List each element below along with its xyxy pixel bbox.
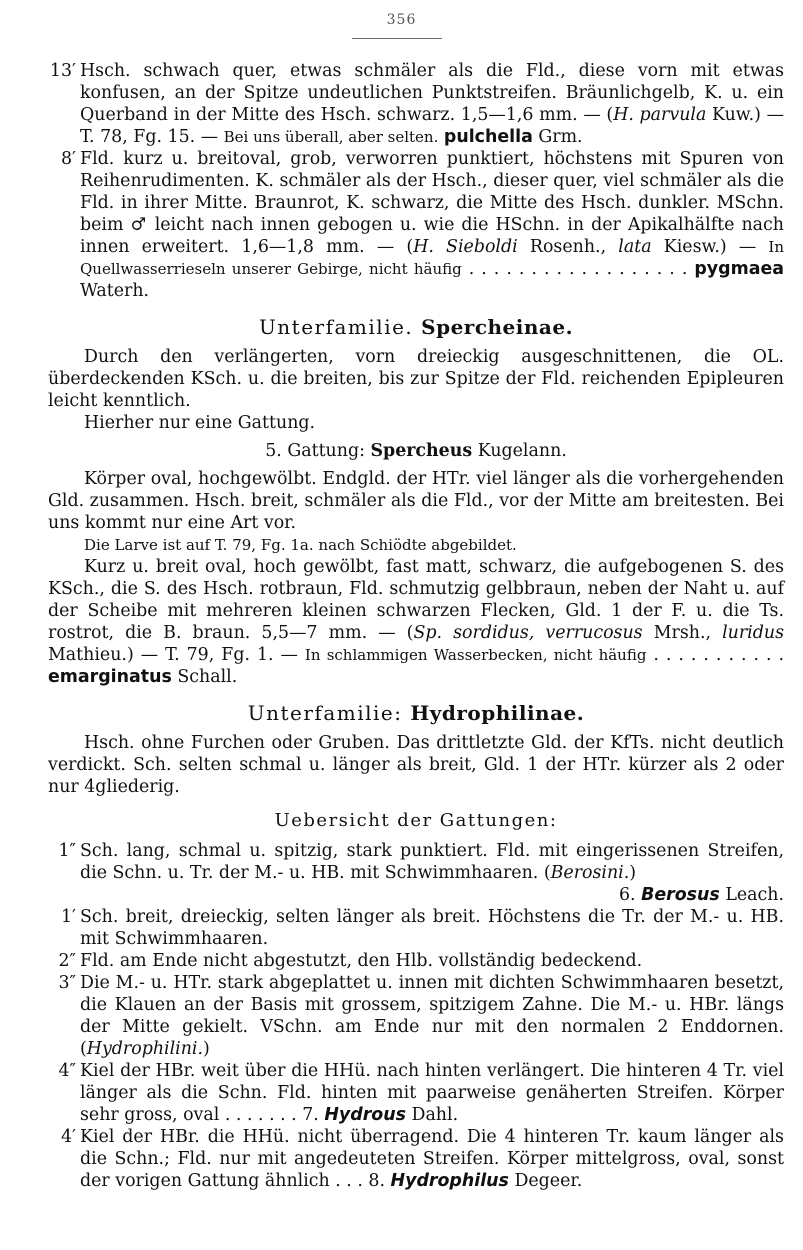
leader-dots: . . . <box>329 1171 369 1191</box>
leader-dots: . . . . . . . <box>219 1105 303 1125</box>
couplet-number: 8′ <box>60 149 76 169</box>
couplet-number: 1′ <box>60 907 76 927</box>
genus-author: Kugelann. <box>477 441 567 461</box>
heading-prefix: Unterfamilie: <box>247 701 403 725</box>
key-entry-1pp <box>48 840 784 906</box>
entry-text: Sch. breit, dreieckig, selten länger als breit. Höchstens die Tr. der M.- u. HB. mit Schwimmhaaren. <box>80 907 784 949</box>
species-name: emarginatus <box>48 667 172 687</box>
genus-description: Körper oval, hochgewölbt. Endgld. der HTr. viel länger als die vorhergehenden Gld. zusammen. Hsch. breit, schmäler als die Fld., vor der Mitte am breitesten. Bei uns kommt nur eine Art vor. <box>48 469 784 533</box>
entry-text: Fld. kurz u. breitoval, grob, verworren punktiert, höchstens mit Spuren von Reihenrudimenten. K. schmäler als der Hsch., dieser quer, viel schmäler als die Fld. in ihrer Mitte. Braunrot, K. schwarz, die Mitte des Hsch. dunkler. MSchn. beim ♂ leicht nach innen gebogen u. wie die HSchn. in der Apikalhälfte nach innen erweitert. 1,6—1,8 mm. — ( <box>80 149 784 257</box>
synonym: H. Sieboldi <box>413 237 518 257</box>
header-rule <box>352 38 442 39</box>
key-entry-3pp <box>48 972 784 1060</box>
couplet-number: 1″ <box>58 841 76 861</box>
species-name: pulchella <box>443 127 533 147</box>
synonym: H. parvula <box>613 105 707 125</box>
subfamily-heading-hydrophilinae <box>48 702 784 724</box>
entry-text: Sch. lang, schmal u. spitzig, stark punktiert. Fld. mit eingerissenen Streifen, die Schn. u. Tr. der M.- u. HB. mit Schwimmhaaren. ( <box>80 841 784 883</box>
leader-dots: . . . . . . . . . . . <box>646 645 784 665</box>
desc-text-2: Mrsh., <box>642 623 723 643</box>
entry-text-3: Kiesw.) — <box>651 237 769 257</box>
habitat-note: In Quellwasserrieseln unserer Gebirge, nicht häufig <box>80 238 784 278</box>
key-entry-2pp <box>48 950 784 972</box>
heading-prefix: Unterfamilie. <box>258 315 414 339</box>
leader-dots: . . . . . . . . . . . . . . . . . . <box>461 259 695 279</box>
genus-prefix: 5. Gattung: <box>265 441 365 461</box>
entry-text: Kiel der HBr. die HHü. nicht überragend. Die 4 hinteren Tr. kaum länger als die Schn.; Fld. nur mit angedeuteten Streifen. Körper mittelgross, oval, sonst der vorigen Gattung ähnlich <box>80 1127 784 1191</box>
synonym-2: lata <box>618 237 652 257</box>
tribe-name: Berosini. <box>550 863 630 883</box>
genus-name: Hydrous <box>324 1105 406 1125</box>
subfamily-note: Hierher nur eine Gattung. <box>84 413 316 433</box>
desc-text: Kurz u. breit oval, hoch gewölbt, fast matt, schwarz, die aufgebogenen S. des KSch., die S. des Hsch. rotbraun, Fld. schmutzig gelbbraun, neben der Naht u. auf der Scheibe mit mehreren kleinen schwarzen Flecken, Gld. 1 der F. u. die Ts. rostrot, die B. braun. 5,5—7 mm. — ( <box>48 557 784 643</box>
overview-heading: Uebersicht der Gattungen: <box>274 810 558 831</box>
entry-text: Fld. am Ende nicht abgestutzt, den Hlb. vollständig bedeckend. <box>80 951 643 971</box>
genus-name: Berosus <box>641 885 720 905</box>
tribe-name: Hydrophilini. <box>86 1039 204 1059</box>
key-entry-1p <box>48 906 784 950</box>
tribe-close: ) <box>629 863 637 883</box>
genus-author: Degeer. <box>514 1171 583 1191</box>
entry-text: Hsch. schwach quer, etwas schmäler als die Fld., diese vorn mit etwas konfusen, an der Spitze undeutlichen Punktstreifen. Bräunlichgelb, K. u. ein Querband in der Mitte des Hsch. schwarz. 1,5—1,6 mm. — ( <box>80 61 784 125</box>
species-description <box>48 556 784 688</box>
genus-line <box>80 884 784 906</box>
couplet-number: 3″ <box>58 973 76 993</box>
couplet-number: 13′ <box>49 61 76 81</box>
subfamily-description: Hsch. ohne Furchen oder Gruben. Das drittletzte Gld. der KfTs. nicht deutlich verdickt. Sch. selten schmal u. länger als breit, Gld. 1 der HTr. kürzer als 2 oder nur 4gliederig. <box>48 733 784 797</box>
genus-number: 6. <box>618 885 636 905</box>
genus-number: 7. <box>302 1105 319 1125</box>
key-entry-4pp <box>48 1060 784 1126</box>
subfamily-description: Durch den verlängerten, vorn dreieckig ausgeschnittenen, die OL. überdeckenden KSch. u. die breiten, bis zur Spitze der Fld. reichenden Epipleuren leicht kenntlich. <box>48 347 784 411</box>
genus-heading-spercheus <box>48 440 784 462</box>
page-number: 356 <box>386 12 417 28</box>
couplet-number: 4′ <box>60 1127 76 1147</box>
key-entry-13 <box>48 60 784 148</box>
couplet-number: 4″ <box>58 1061 76 1081</box>
entry-text-2: Kuw.) — T. 78, Fg. 15. — <box>80 105 785 147</box>
larva-note: Die Larve ist auf T. 79, Fg. 1a. nach Schiödte abgebildet. <box>84 536 517 554</box>
species-author: Grm. <box>538 127 583 147</box>
species-name: pygmaea <box>694 259 784 279</box>
genus-number: 8. <box>368 1171 386 1191</box>
genus-author: Leach. <box>725 885 784 905</box>
key-entry-4p <box>48 1126 784 1192</box>
heading-name: Spercheinae. <box>421 315 574 339</box>
species-author: Schall. <box>177 667 238 687</box>
entry-text: Kiel der HBr. weit über die HHü. nach hinten verlängert. Die hinteren 4 Tr. viel länger als die Schn. Fld. hinten mit paarweise genäherten Streifen. Körper sehr gross, oval <box>80 1061 784 1125</box>
heading-name: Hydrophilinae. <box>410 701 585 725</box>
synonym-2: luridus <box>722 623 784 643</box>
entry-text-2: Rosenh., <box>517 237 619 257</box>
habitat-note: Bei uns überall, aber selten. <box>223 128 439 146</box>
entry-text: Die M.- u. HTr. stark abgeplattet u. innen mit dichten Schwimmhaaren besetzt, die Klauen an der Basis mit grossem, spitzigem Zahne. Die M.- u. HBr. längs der Mitte gekielt. VSchn. am Ende nur mit den normalen 2 Enddornen. ( <box>80 973 784 1059</box>
genus-name: Spercheus <box>370 441 473 461</box>
page-body <box>48 60 784 1192</box>
species-author: Waterh. <box>80 281 150 301</box>
key-entry-8 <box>48 148 784 302</box>
couplet-number: 2″ <box>58 951 76 971</box>
genus-name: Hydrophilus <box>390 1171 509 1191</box>
subfamily-heading-spercheinae <box>48 316 784 338</box>
tribe-close: ) <box>203 1039 210 1059</box>
genus-author: Dahl. <box>411 1105 459 1125</box>
desc-text-3: Mathieu.) — T. 79, Fg. 1. — <box>48 645 305 665</box>
synonym: Sp. sordidus, verrucosus <box>413 623 643 643</box>
habitat-note: In schlammigen Wasserbecken, nicht häufig <box>304 646 647 664</box>
